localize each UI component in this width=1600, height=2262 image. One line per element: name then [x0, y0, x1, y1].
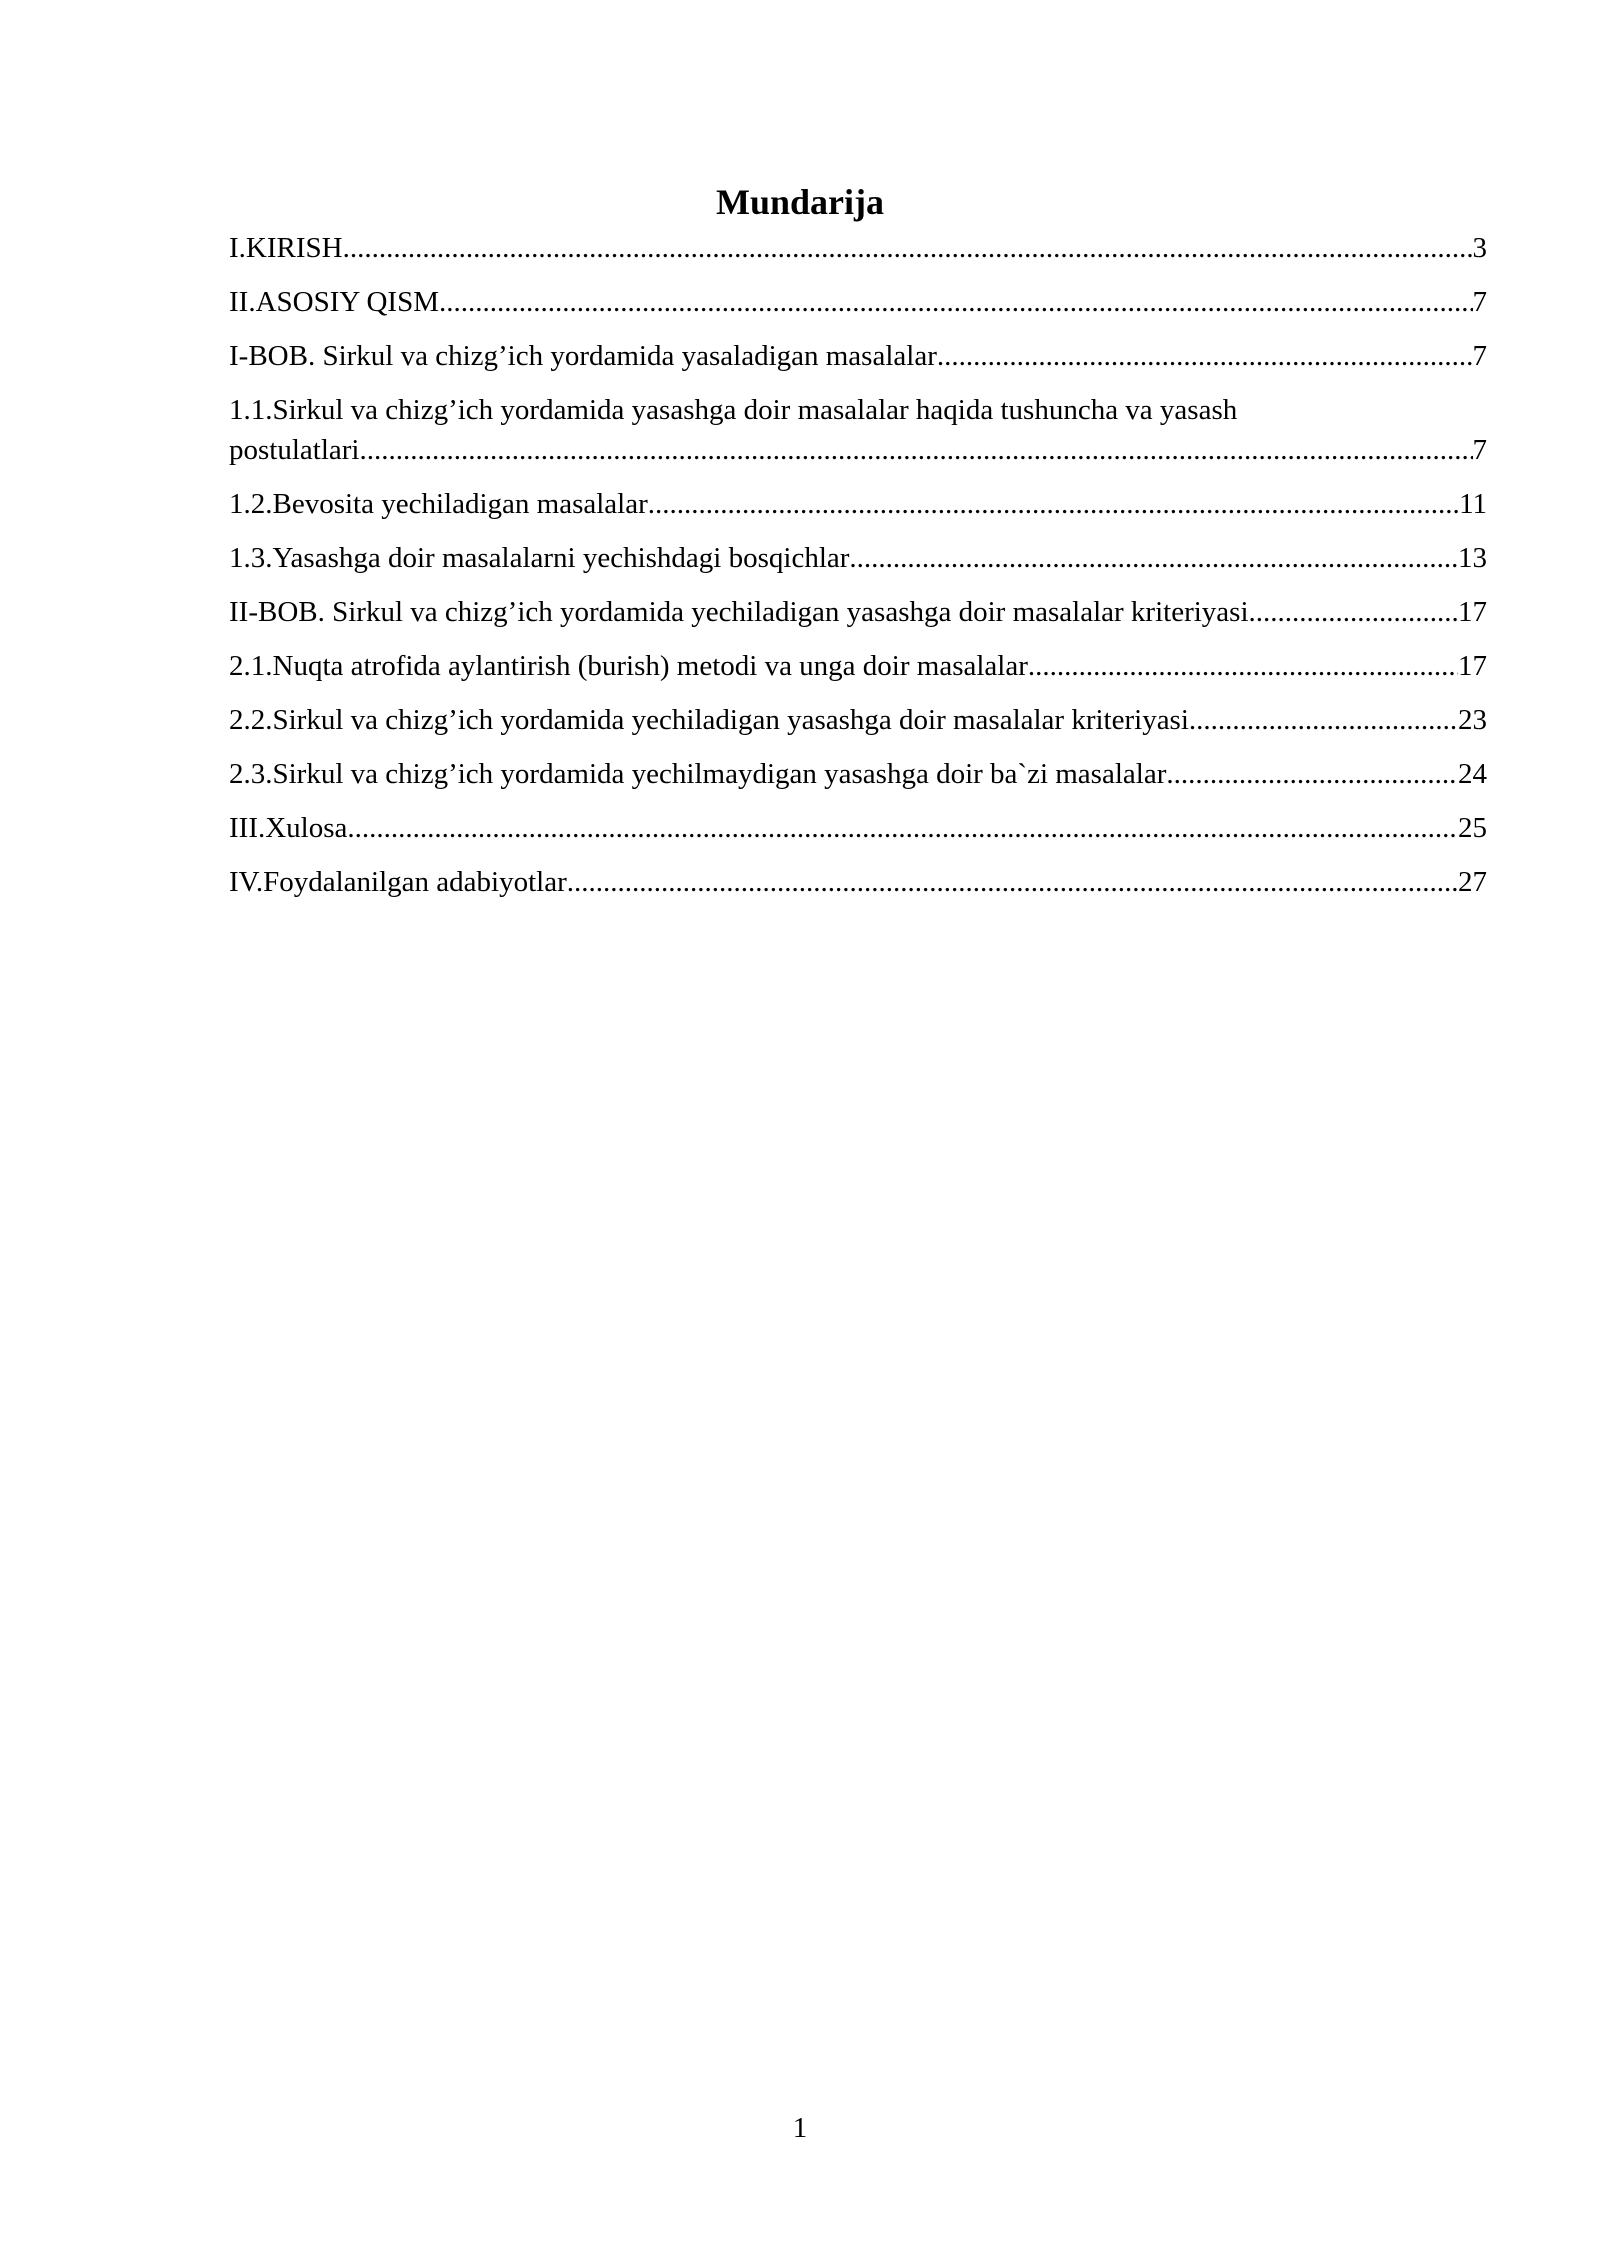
toc-entry-text: I-BOB. Sirkul va chizg’ich yordamida yasaladigan masalalar: [229, 340, 937, 372]
toc-entry-chapter-1[interactable]: [229, 336, 1487, 376]
dot-leader: [1166, 754, 1458, 794]
toc-entry-section-2-3[interactable]: [229, 754, 1487, 794]
dot-leader: [359, 430, 1472, 470]
toc-entry-text: IV.Foydalanilgan adabiyotlar: [229, 866, 567, 898]
toc-entry-text: 2.3.Sirkul va chizg’ich yordamida yechilmaydigan yasashga doir ba`zi masalalar: [229, 758, 1167, 790]
toc-page-number: 7: [1472, 340, 1487, 372]
toc-page-number: 25: [1458, 812, 1487, 844]
toc-entry-text: 1.3.Yasashga doir masalalarni yechishdagi bosqichlar: [229, 542, 850, 574]
toc-page-number: 17: [1458, 596, 1487, 628]
dot-leader: [347, 808, 1458, 848]
toc-entry-text: I.KIRISH: [229, 232, 343, 264]
toc-page-number: 3: [1472, 232, 1487, 264]
toc-entry-section-2-2[interactable]: [229, 700, 1487, 740]
toc-entry-text: III.Xulosa: [229, 812, 348, 844]
toc-page-number: 23: [1458, 704, 1487, 736]
toc-entry-main-part[interactable]: [229, 282, 1487, 322]
dot-leader: [439, 282, 1473, 322]
dot-leader: [849, 538, 1458, 578]
toc-page-number: 17: [1458, 650, 1487, 682]
dot-leader: [1249, 592, 1458, 632]
toc-entry-section-1-1[interactable]: [229, 390, 1487, 470]
toc-page-number: 27: [1458, 866, 1487, 898]
dot-leader: [1189, 700, 1458, 740]
table-of-contents: [229, 228, 1487, 902]
dot-leader: [937, 336, 1473, 376]
toc-entry-text: II.ASOSIY QISM: [229, 286, 439, 318]
dot-leader: [567, 862, 1458, 902]
toc-entry-text-line1: 1.1.Sirkul va chizg’ich yordamida yasashga doir masalalar haqida tushuncha va yasash: [229, 394, 1238, 426]
toc-entry-chapter-2[interactable]: [229, 592, 1487, 632]
dot-leader: [343, 228, 1473, 268]
page-number: 1: [792, 2112, 808, 2144]
toc-entry-section-1-3[interactable]: [229, 538, 1487, 578]
toc-page-number: 13: [1458, 542, 1487, 574]
dot-leader: [648, 484, 1459, 524]
page-title: Mundarija: [715, 182, 884, 222]
toc-page-number: 7: [1472, 434, 1487, 466]
toc-entry-section-2-1[interactable]: [229, 646, 1487, 686]
toc-entry-references[interactable]: [229, 862, 1487, 902]
toc-entry-text: II-BOB. Sirkul va chizg’ich yordamida yechiladigan yasashga doir masalalar kriteriyasi: [229, 596, 1249, 628]
toc-entry-text: 2.2.Sirkul va chizg’ich yordamida yechiladigan yasashga doir masalalar kriteriyasi: [229, 704, 1189, 736]
dot-leader: [1028, 646, 1458, 686]
toc-entry-intro[interactable]: [229, 228, 1487, 268]
toc-page-number: 11: [1459, 488, 1487, 520]
toc-entry-conclusion[interactable]: [229, 808, 1487, 848]
toc-entry-section-1-2[interactable]: [229, 484, 1487, 524]
toc-entry-text: 2.1.Nuqta atrofida aylantirish (burish) metodi va unga doir masalalar: [229, 650, 1028, 682]
toc-page-number: 7: [1472, 286, 1487, 318]
toc-entry-text: 1.2.Bevosita yechiladigan masalalar: [229, 488, 648, 520]
toc-entry-text: postulatlari: [229, 434, 360, 466]
toc-page-number: 24: [1458, 758, 1487, 790]
